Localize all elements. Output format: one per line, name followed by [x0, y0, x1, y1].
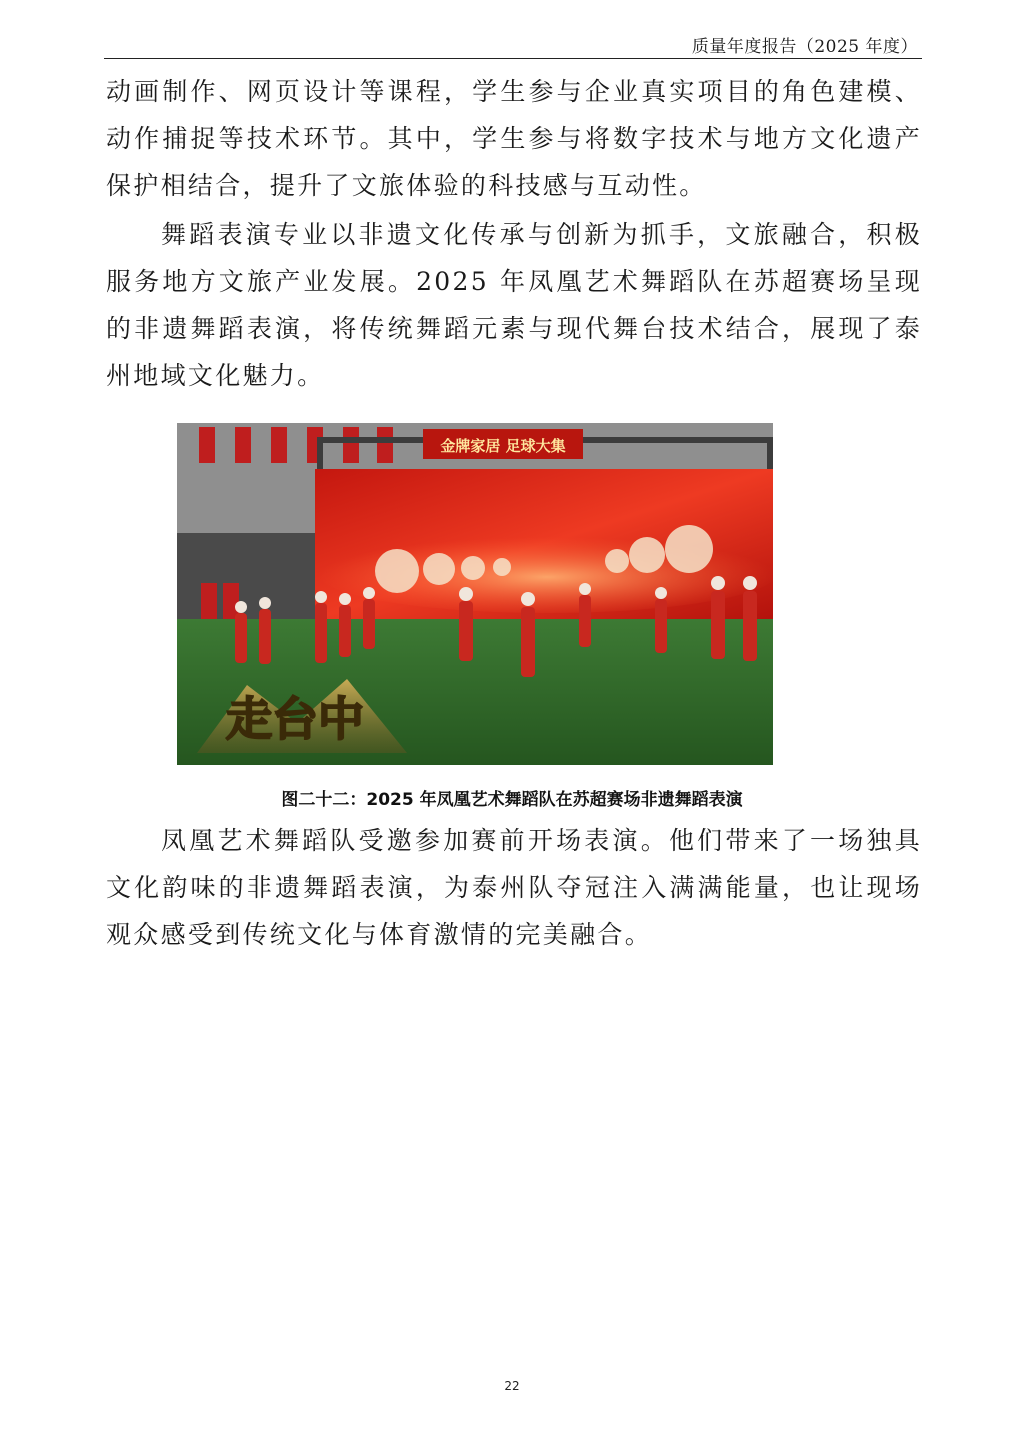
performance-photo	[177, 423, 773, 765]
paragraph-1: 动画制作、网页设计等课程，学生参与企业真实项目的角色建模、动作捕捉等技术环节。其中，学生参与将数字技术与地方文化遗产保护相结合，提升了文旅体验的科技感与互动性。	[106, 77, 922, 200]
paragraph-3: 凤凰艺术舞蹈队受邀参加赛前开场表演。他们带来了一场独具文化韵味的非遗舞蹈表演，为泰州队夺冠注入满满能量，也让现场观众感受到传统文化与体育激情的完美融合。	[106, 826, 922, 949]
paragraph-2: 舞蹈表演专业以非遗文化传承与创新为抓手，文旅融合，积极服务地方文旅产业发展。2025 年凤凰艺术舞蹈队在苏超赛场呈现的非遗舞蹈表演，将传统舞蹈元素与现代舞台技术结合，展现了泰州地域文化魅力。	[106, 220, 922, 390]
page-number: 22	[504, 1379, 520, 1393]
figure-caption: 图二十二：2025 年凤凰艺术舞蹈队在苏超赛场非遗舞蹈表演	[281, 790, 743, 810]
header-title: 质量年度报告（2025 年度）	[691, 37, 918, 57]
overlay-text: 走台中	[226, 692, 364, 746]
page-header	[104, 30, 922, 59]
banner-text: 金牌家居 足球大集	[440, 437, 566, 455]
